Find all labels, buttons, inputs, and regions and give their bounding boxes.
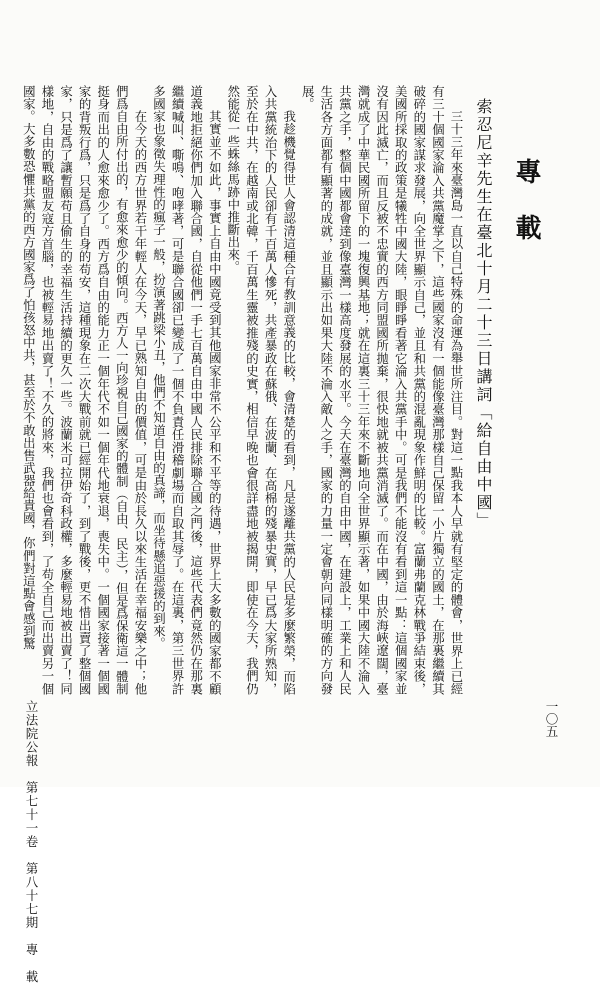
body-paragraph: 其實並不如此，事實上自由中國竟受到其他國家非常不公平和不平等的待遇，世界上大多數的國家都不顧道義地拒絕你們加入聯合國，自從他們一手七百萬自由中國人民排除聯合國之門後，這些代表們竟然仍在那裏繼續喊叫、嘶鳴、咆哮著，可是聯合國卻已變成了一個不負責任滑稽劇場而自取其辱了。在這裏，第三世界許多國家也象徵失理性的瘋子一般，扮演著跳梁小丑，他們不知道自由的真諦，而坐待懸追惡援的到來。 [151, 85, 223, 695]
body-paragraph: 我趁機覺得世人會認清這種合有教訓意義的比較，會清楚的看到，凡是遂離共黨的人民是多麼繁榮，而陷入共黨統治下的人民卻有千百萬人慘死，共產暴政在蘇俄、在波蘭、在高棉的殘暴史實，早已爲大家所熟知，至於在中共，在越南或北韓，千百萬生靈被推殘的史實，相信早晚也會很詳盡地被揭開，即使在今天，我們仍然能從一些蛛絲馬跡中推斷出來。 [225, 85, 297, 695]
body-paragraph: 在今天的西方世界若干年輕人在今天，早已熟知自由的價值，可是由於長久以來生活在幸福安樂之中；他們爲自由所付出的，有愈來愈少的傾向。西方人一向珍視自己國家的體制（自由、民主），但是爲保衛這一體制挺身而出的人愈來愈少了。西方爲自由的能力正一個年代不如一個年代地衰退，喪失中。一個國家接著一個國家的背叛行爲，只是爲了自身的苟安，這種現象在二次大戰前就已經開始了，到了戰後，更不惜出賣了整個國家，只是爲了讓暫願苟且偷生的幸福生活持續的更久一些。波蘭米可拉伊奇科政權，多麼輕易地被出賣了！同樣地，自由的戰略盟友寇方首腦，也被輕易地出賣了！不久的將來，我們也會看到，了苟全自己而出賣另一個國家。大多數恐懼共黨的西方國家爲了怕孩怒中共，甚至於不敢出售武器給貴國，你們對這點會感到驚 [21, 85, 148, 695]
publication-footer: 立法院公報 第七十一卷 第八十七期 專 載 [24, 700, 39, 984]
body-paragraph: 三十三年來臺灣島一直以自己特殊的命運為舉世所注目。對這一點我本人早就有堅定的體會，世界上已經有三十個國家淪入共黨魔掌之下，這些國家沒有一個能像臺灣那樣自己保留一小片獨立的國土，在那裏繼續其破碎的國家謀求發展，向全世界顯示自己，並且和共黨的混亂現象作鮮明的比較。富蘭弗蘭克林戰爭結束後，美國所採取的政策是犧牲中國大陸，眼睜睜看著它淪入共黨手中。可是我們不能沒有看到這一點：這個國家並沒有因此滅亡，而且反被不忠實的西方同盟國所拋棄，很快地就被共黨消滅了。而在中國，由於海峽遼闊，臺灣就成了中華民國所留下的一塊復興基地；就在這裏三十三年來不斷地向全世界顯示著，如果中國大陸不淪入共黨之手，整個中國都會達到像臺灣一樣高度發展的水平。今天在臺灣的自由中國，在建設上，工業上和人民生活各方面都有顯著的成就，並且顯示出如果大陸不淪入敵人之手，國家的力量一定會朝向同樣明確的方向發展。 [300, 85, 464, 695]
section-title: 專載 [511, 158, 541, 270]
page-number: 一〇五 [544, 700, 559, 738]
body-text [21, 85, 465, 695]
speech-title: 索忍尼辛先生在臺北十月二十三日講詞「給自由中國」 [474, 98, 493, 530]
